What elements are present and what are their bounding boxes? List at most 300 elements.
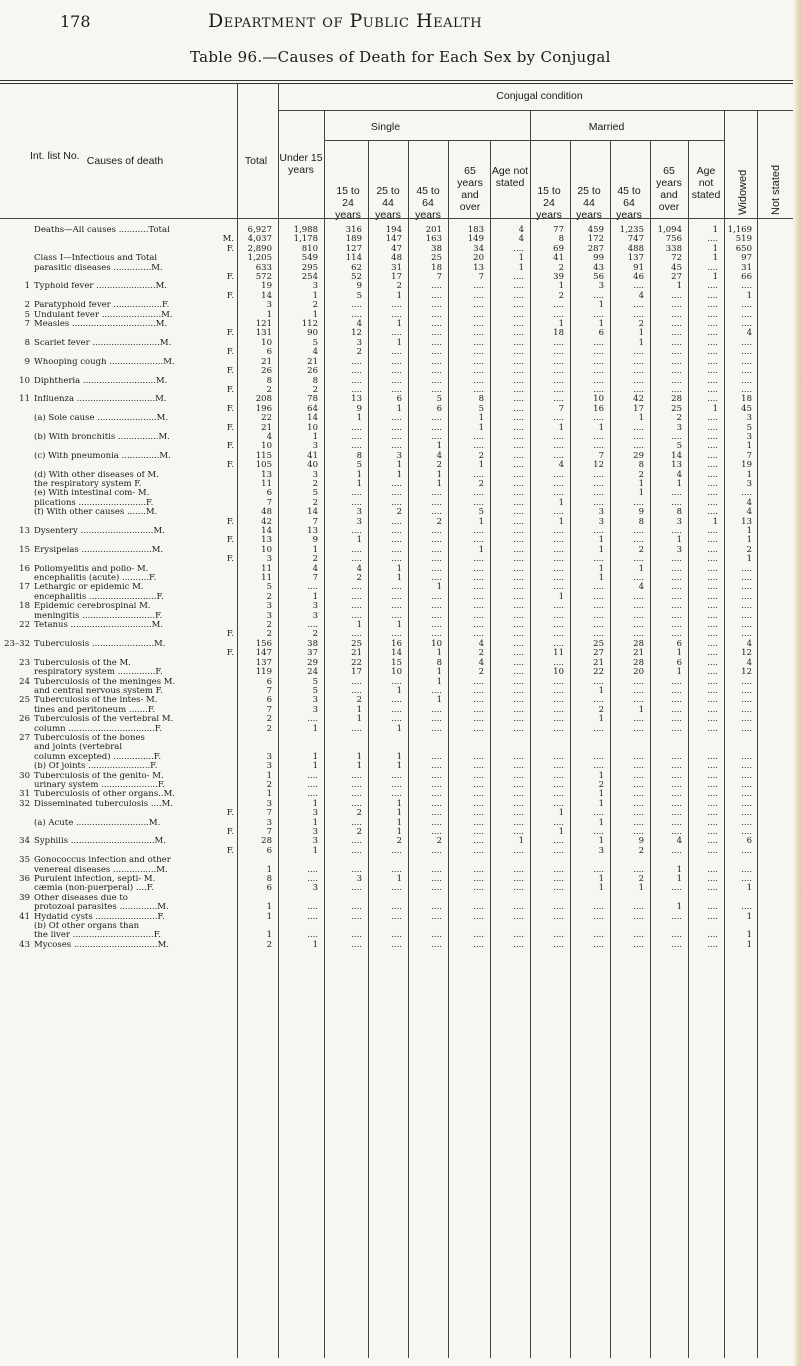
table-cell: .... [707, 563, 718, 574]
table-cell: .... [707, 883, 718, 894]
table-cell: .... [431, 384, 442, 395]
table-cell: .... [473, 337, 484, 348]
table-cell: 14 [261, 290, 272, 301]
table-cell: .... [391, 384, 402, 395]
table-cell: .... [707, 526, 718, 536]
table-cell: .... [593, 366, 604, 377]
table-cell: .... [431, 573, 442, 584]
table-cell: .... [707, 234, 718, 245]
int-list-number: 18 [19, 601, 30, 612]
table-cell: .... [671, 573, 682, 584]
table-cell: 77 [553, 225, 564, 235]
table-cell: .... [633, 620, 644, 631]
table-cell: .... [513, 864, 524, 875]
table-cell: .... [513, 695, 524, 706]
table-cell: .... [633, 714, 644, 725]
table-cell: 1 [638, 704, 644, 715]
table-cell: .... [671, 488, 682, 499]
table-cell: 18 [741, 394, 752, 405]
table-cell: 287 [587, 243, 604, 254]
table-cell: 2 [266, 591, 272, 602]
table-cell: .... [593, 902, 604, 913]
table-cell: .... [431, 507, 442, 518]
table-cell: 1 [478, 460, 484, 471]
table-cell: 9 [356, 281, 362, 292]
cause-label: the respiratory system F. [34, 479, 142, 489]
table-cell: .... [741, 375, 752, 386]
table-cell: .... [391, 488, 402, 499]
table-cell: 15 [391, 657, 402, 668]
table-cell: .... [633, 384, 644, 395]
table-cell: .... [473, 441, 484, 452]
table-top-rule-2 [0, 83, 801, 84]
table-cell: .... [307, 930, 318, 941]
table-cell: .... [671, 290, 682, 301]
table-cell: .... [707, 770, 718, 781]
table-cell: .... [741, 779, 752, 790]
table-cell: 112 [301, 319, 318, 330]
table-cell: 7 [312, 573, 318, 584]
int-list-number: 25 [19, 695, 30, 706]
table-cell: 7 [266, 827, 272, 837]
table-cell: .... [553, 601, 564, 612]
table-cell: .... [741, 864, 752, 875]
table-cell: 1 [746, 441, 752, 452]
table-cell: 14 [671, 450, 682, 461]
table-cell: .... [741, 610, 752, 621]
table-cell: 18 [553, 328, 564, 339]
table-cell: 1,235 [619, 225, 644, 235]
table-cell: .... [351, 488, 362, 499]
table-cell: .... [351, 431, 362, 442]
table-cell: 127 [345, 243, 362, 254]
table-cell: .... [707, 704, 718, 715]
table-cell: .... [671, 319, 682, 330]
table-cell: .... [307, 864, 318, 875]
table-cell: 1 [598, 544, 604, 555]
table-cell: 2 [598, 704, 604, 715]
table-cell: .... [633, 573, 644, 584]
table-cell: 2 [266, 620, 272, 631]
table-cell: .... [391, 610, 402, 621]
cause-label: column excepted) ...............F. [34, 752, 162, 762]
grid-line [324, 140, 724, 141]
cause-label: the liver ..............................F. [34, 931, 161, 941]
table-cell: .... [553, 770, 564, 781]
table-body [0, 226, 801, 950]
table-cell: 24 [307, 667, 318, 678]
cause-label: plications .........................F. [34, 498, 154, 508]
table-cell: 1 [396, 808, 402, 819]
table-title: Table 96.—Causes of Death for Each Sex by Conjugal [190, 48, 611, 66]
table-cell: 19 [261, 281, 272, 292]
table-cell: .... [513, 939, 524, 950]
table-cell: 2 [266, 723, 272, 734]
table-cell: .... [513, 300, 524, 311]
table-cell: .... [593, 478, 604, 489]
not-stated-header: Not stated [770, 164, 782, 215]
table-cell: .... [553, 441, 564, 452]
table-cell: 25 [671, 403, 682, 414]
table-cell: .... [593, 939, 604, 950]
table-cell: .... [473, 817, 484, 828]
table-cell: .... [391, 431, 402, 442]
table-cell: 2 [396, 281, 402, 292]
table-cell: 2 [266, 629, 272, 640]
table-cell: 1 [746, 939, 752, 950]
table-cell: .... [513, 375, 524, 386]
table-cell: .... [351, 770, 362, 781]
cause-label: Typhoid fever ......................M. [34, 282, 167, 292]
table-cell: .... [593, 620, 604, 631]
int-list-number: 27 [19, 732, 30, 743]
int-list-number: 24 [19, 676, 30, 687]
table-cell: 7 [478, 272, 484, 283]
table-cell: .... [391, 902, 402, 913]
table-cell: 2 [558, 290, 564, 301]
table-cell: 64 [307, 403, 318, 414]
table-cell: 1 [598, 836, 604, 847]
table-cell: 3 [266, 751, 272, 762]
table-cell: 10 [593, 394, 604, 405]
table-cell: .... [707, 836, 718, 847]
table-cell: 2 [266, 939, 272, 950]
table-cell: 1 [558, 516, 564, 527]
table-cell: .... [473, 723, 484, 734]
table-cell: .... [741, 902, 752, 913]
table-cell: .... [473, 582, 484, 593]
table-cell: 20 [633, 667, 644, 678]
table-cell: 1 [598, 563, 604, 574]
table-cell: .... [391, 779, 402, 790]
table-cell: 4 [356, 563, 362, 574]
table-cell: .... [431, 366, 442, 377]
table-cell: 1 [396, 751, 402, 762]
int-list-number: 22 [19, 620, 30, 631]
table-cell: .... [593, 751, 604, 762]
table-cell: 6 [266, 695, 272, 706]
table-cell: .... [707, 337, 718, 348]
table-cell: 48 [261, 507, 272, 518]
table-cell: 3 [312, 281, 318, 292]
cause-label: and central nervous system F. [34, 686, 163, 696]
table-cell: .... [431, 723, 442, 734]
table-cell: 3 [676, 516, 682, 527]
table-cell: .... [707, 638, 718, 649]
table-cell: .... [307, 779, 318, 790]
table-cell: 1 [558, 422, 564, 433]
table-cell: .... [431, 601, 442, 612]
table-cell: .... [553, 375, 564, 386]
table-cell: 7 [266, 685, 272, 696]
table-cell: 1 [436, 582, 442, 593]
table-cell: .... [593, 526, 604, 536]
table-cell: .... [513, 309, 524, 320]
table-cell: .... [671, 620, 682, 631]
table-cell: 3 [746, 478, 752, 489]
table-cell: 4 [312, 347, 318, 358]
table-cell: .... [391, 497, 402, 508]
table-cell: 28 [671, 394, 682, 405]
table-cell: .... [553, 751, 564, 762]
table-cell: .... [513, 526, 524, 536]
table-cell: 2 [436, 460, 442, 471]
cause-label: tines and peritoneum .......F. [34, 705, 156, 715]
cause-label: Tuberculosis of the genito- M. [34, 771, 164, 781]
table-cell: 39 [553, 272, 564, 283]
department-heading: Department of Public Health [208, 10, 483, 32]
table-cell: 3 [312, 695, 318, 706]
table-cell: .... [473, 751, 484, 762]
table-cell: .... [513, 535, 524, 546]
cause-label: Diphtheria ...........................M. [34, 376, 168, 386]
table-cell: .... [351, 911, 362, 922]
table-cell: .... [707, 488, 718, 499]
table-cell: .... [671, 526, 682, 536]
table-cell: 1 [712, 403, 718, 414]
table-cell: 9 [638, 836, 644, 847]
table-cell: .... [707, 789, 718, 800]
table-cell: .... [671, 789, 682, 800]
table-cell: .... [391, 516, 402, 527]
cause-label: (f) With other causes .......M. [34, 508, 158, 518]
cause-label: M. [222, 235, 234, 245]
table-cell: .... [707, 290, 718, 301]
table-cell: 10 [431, 638, 442, 649]
table-cell: 1,094 [657, 225, 682, 235]
table-cell: .... [671, 337, 682, 348]
table-cell: .... [707, 667, 718, 678]
table-cell: .... [707, 685, 718, 696]
table-cell: .... [707, 469, 718, 480]
table-cell: 747 [627, 234, 644, 245]
table-cell: .... [553, 798, 564, 809]
table-cell: 16 [391, 638, 402, 649]
table-cell: 488 [627, 243, 644, 254]
table-cell: 459 [587, 225, 604, 235]
table-cell: .... [351, 441, 362, 452]
table-cell: .... [431, 290, 442, 301]
cause-label: Epidemic cerebrospinal M. [34, 602, 151, 612]
table-cell: .... [707, 300, 718, 311]
table-cell: .... [671, 497, 682, 508]
table-cell: .... [553, 761, 564, 772]
table-cell: .... [741, 620, 752, 631]
table-cell: .... [473, 591, 484, 602]
table-cell: .... [553, 789, 564, 800]
table-cell: 1 [712, 225, 718, 235]
cause-label: Mycoses ...............................M. [34, 940, 170, 950]
table-cell: .... [431, 939, 442, 950]
table-cell: .... [431, 864, 442, 875]
table-cell: .... [707, 535, 718, 546]
table-cell: 56 [593, 272, 604, 283]
table-cell: .... [671, 779, 682, 790]
table-cell: .... [671, 827, 682, 837]
table-cell: .... [633, 761, 644, 772]
table-cell: .... [553, 864, 564, 875]
table-cell: .... [707, 422, 718, 433]
table-cell: .... [741, 573, 752, 584]
cause-label: Lethargic or epidemic M. [34, 583, 144, 593]
table-cell: 1 [598, 300, 604, 311]
table-cell: 1 [396, 469, 402, 480]
table-cell: .... [391, 535, 402, 546]
table-cell: 17 [633, 403, 644, 414]
table-cell: .... [513, 902, 524, 913]
table-cell: 1 [312, 723, 318, 734]
table-cell: .... [473, 874, 484, 885]
table-cell: 119 [255, 667, 272, 678]
table-cell: 1 [396, 827, 402, 837]
table-cell: .... [513, 751, 524, 762]
table-cell: 97 [741, 253, 752, 264]
table-cell: .... [671, 883, 682, 894]
table-cell: .... [391, 591, 402, 602]
table-cell: .... [513, 573, 524, 584]
table-cell: .... [593, 488, 604, 499]
table-cell: .... [431, 431, 442, 442]
table-cell: .... [741, 300, 752, 311]
table-cell: .... [391, 704, 402, 715]
cause-label: (c) With pneumonia ..............M. [34, 451, 171, 461]
table-cell: .... [513, 431, 524, 442]
table-cell: 10 [261, 441, 272, 452]
table-cell: 1 [312, 798, 318, 809]
table-cell: 11 [261, 573, 272, 584]
table-cell: .... [707, 356, 718, 367]
table-cell: 3 [266, 601, 272, 612]
table-cell: .... [707, 554, 718, 565]
cause-label: (e) With intestinal com- M. [34, 489, 150, 499]
table-cell: .... [513, 563, 524, 574]
table-cell: 1 [396, 337, 402, 348]
table-cell: .... [741, 319, 752, 330]
table-cell: 3 [312, 836, 318, 847]
table-cell: 14 [391, 648, 402, 659]
table-cell: 21 [593, 657, 604, 668]
table-cell: .... [307, 620, 318, 631]
cause-label: F. [226, 630, 234, 640]
table-cell: 7 [266, 808, 272, 819]
table-cell: .... [391, 601, 402, 612]
table-cell: 1 [266, 911, 272, 922]
table-cell: .... [553, 911, 564, 922]
table-cell: .... [473, 535, 484, 546]
table-cell: .... [707, 930, 718, 941]
cause-label: Tuberculosis of the bones [34, 733, 145, 743]
cause-label: F. [226, 385, 234, 395]
table-cell: .... [431, 827, 442, 837]
table-cell: 1 [312, 290, 318, 301]
int-list-number: 34 [19, 836, 30, 847]
int-list-number: 10 [19, 375, 30, 386]
int-list-number: 43 [19, 939, 30, 950]
table-cell: .... [431, 375, 442, 386]
table-cell: 11 [261, 478, 272, 489]
cause-label: F. [226, 517, 234, 527]
table-cell: 1 [396, 874, 402, 885]
table-cell: 2 [312, 497, 318, 508]
table-cell: 633 [255, 262, 272, 273]
int-list-number: 11 [19, 394, 30, 405]
table-cell: 26 [307, 366, 318, 377]
table-cell: .... [593, 695, 604, 706]
table-cell: 1 [436, 469, 442, 480]
table-cell: .... [513, 827, 524, 837]
table-cell: .... [707, 573, 718, 584]
table-cell: .... [431, 902, 442, 913]
table-top-rule [0, 80, 801, 81]
cause-label: F. [226, 828, 234, 837]
page-edge [793, 0, 801, 1366]
cause-label: Syphilis ...............................M. [34, 837, 166, 847]
table-cell: .... [513, 544, 524, 555]
single-65-header: 65 years and over [457, 165, 483, 213]
table-cell: .... [307, 874, 318, 885]
table-cell: .... [513, 281, 524, 292]
table-cell: .... [707, 450, 718, 461]
table-cell: 42 [633, 394, 644, 405]
table-cell: 1 [712, 272, 718, 283]
table-cell: .... [513, 366, 524, 377]
cause-label: protozoal parasites ..............M. [34, 903, 169, 913]
cause-label: encephalitis (acute) ..........F. [34, 574, 157, 584]
table-cell: .... [513, 554, 524, 565]
cause-label: Paratyphoid fever ..................F. [34, 301, 170, 311]
table-cell: .... [431, 319, 442, 330]
table-cell: .... [671, 930, 682, 941]
table-cell: .... [391, 375, 402, 386]
table-cell: .... [633, 591, 644, 602]
table-cell: .... [473, 695, 484, 706]
table-cell: .... [553, 714, 564, 725]
table-cell: .... [741, 629, 752, 640]
table-cell: 9 [356, 403, 362, 414]
table-cell: 1 [396, 573, 402, 584]
table-cell: .... [513, 422, 524, 433]
table-cell: .... [513, 469, 524, 480]
table-cell: .... [633, 366, 644, 377]
table-cell: .... [593, 610, 604, 621]
table-cell: 3 [312, 883, 318, 894]
table-cell: .... [473, 601, 484, 612]
table-cell: 91 [633, 262, 644, 273]
table-cell: .... [513, 591, 524, 602]
table-cell: .... [307, 714, 318, 725]
table-cell: 6 [266, 883, 272, 894]
table-cell: .... [513, 441, 524, 452]
cause-label: F. [226, 423, 234, 433]
table-cell: .... [431, 704, 442, 715]
table-cell: 1 [638, 337, 644, 348]
table-cell: .... [707, 591, 718, 602]
table-cell: .... [671, 554, 682, 565]
table-cell: .... [633, 864, 644, 875]
table-cell: .... [391, 413, 402, 424]
table-cell: 131 [255, 328, 272, 339]
table-cell: 2 [436, 836, 442, 847]
table-cell: .... [741, 798, 752, 809]
table-cell: .... [553, 431, 564, 442]
table-cell: 1 [712, 253, 718, 264]
table-cell: 1 [746, 535, 752, 546]
table-cell: 1 [676, 535, 682, 546]
table-cell: .... [473, 328, 484, 339]
cause-label: F. [226, 809, 234, 819]
table-cell: .... [553, 657, 564, 668]
table-cell: 2 [638, 874, 644, 885]
